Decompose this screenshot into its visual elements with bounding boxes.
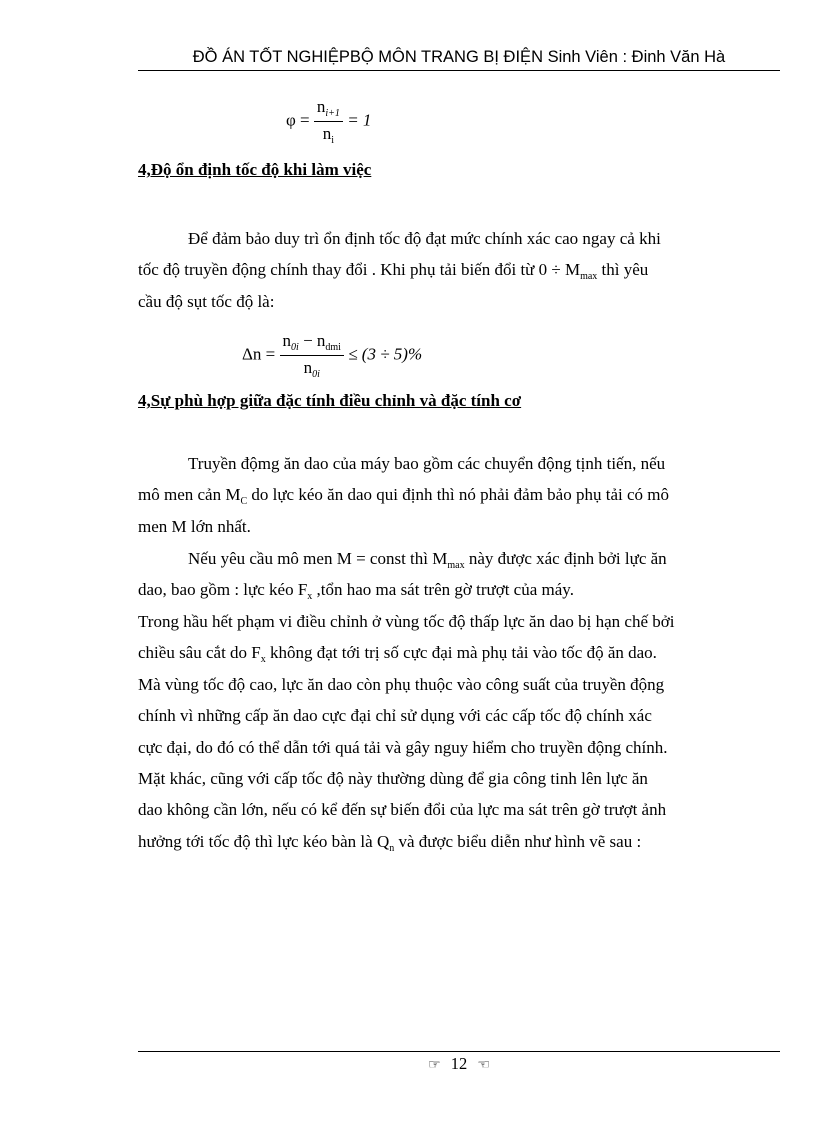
text-line: men M lớn nhất.	[138, 516, 251, 536]
section-heading-speed-stability: 4,Độ ổn định tốc độ khi làm việc	[138, 160, 372, 179]
page-header: ĐỒ ÁN TỐT NGHIỆPBỘ MÔN TRANG BỊ ĐIỆN Sinh Viên : Đinh Văn Hà	[192, 48, 726, 66]
text-line: Nếu yêu cầu mô men M = const thì $M_{max}$ này được xác định bởi lực ăn	[188, 549, 667, 571]
text-line: Truyền độmg ăn dao của máy bao gồm các chuyển động tịnh tiến, nếu	[188, 454, 666, 473]
formula-ratio	[286, 97, 371, 146]
text-line: chính vì những cấp ăn dao cực đại chỉ sử dụng với các cấp tốc độ chính xác	[138, 706, 652, 726]
subscript: n	[389, 842, 395, 854]
text-line: tốc độ truyền động chính thay đổi . Khi phụ tải biến đổi từ $0 \div M_{max}$ thì yêu	[138, 260, 649, 283]
formula-ratio-den: n	[322, 124, 332, 143]
formula-drop-lhs: Δn =	[242, 344, 276, 364]
formula-drop-rhs: ≤ (3 ÷ 5)%	[348, 344, 423, 364]
subscript: x	[260, 654, 266, 666]
subscript: C	[240, 496, 248, 508]
formula-ratio-rhs: = 1	[347, 110, 372, 130]
formula-drop-num-sub: 0i	[291, 342, 299, 353]
text-line: Mà vùng tốc độ cao, lực ăn dao còn phụ thuộc vào công suất của truyền động	[138, 674, 665, 694]
paragraph-regulation-range	[138, 606, 780, 857]
formula-ratio-fraction	[314, 97, 343, 146]
text-line: chiều sâu cắt do $F_x$ không đạt tới trị số cực đại mà phụ tải vào tốc độ ăn dao.	[138, 643, 657, 666]
subscript: max	[580, 271, 598, 283]
text-line: hưởng tới tốc độ thì lực kéo bàn là $Q_n$ và được biểu diễn như hình vẽ sau :	[138, 831, 642, 854]
page-number: 12	[450, 1054, 468, 1073]
formula-drop-fraction: $\frac{n_{0i} - n_{dmi}}{n_{0i}}$	[280, 331, 344, 380]
formula-ratio-num-sub: i+1	[325, 108, 340, 119]
header-rule	[138, 70, 780, 71]
text-line: dao không cần lớn, nếu có kể đến sự biến đổi của lực ma sát trên gờ trượt ảnh	[138, 800, 667, 820]
subscript: x	[307, 591, 313, 603]
formula-ratio-num: n	[316, 97, 326, 116]
text-line: dao, bao gồm : lực kéo $F_x$ ,tổn hao ma sát trên gờ trượt của máy.	[138, 580, 574, 603]
paragraph-moment	[138, 543, 780, 606]
text-line: mô men cản $M_C$ do lực kéo ăn dao qui định thì nó phải đảm bảo phụ tải có mô	[138, 485, 669, 508]
formula-drop-den-sub: 0i	[312, 369, 320, 380]
paragraph-speed-stability	[138, 223, 780, 317]
formula-ratio-den-sub: i	[331, 135, 335, 146]
subscript: max	[447, 560, 465, 571]
formula-ratio-lhs: φ =	[286, 110, 310, 130]
text-line: cầu độ sụt tốc độ là:	[138, 291, 275, 311]
footer-rule	[138, 1051, 780, 1052]
paragraph-feed-drive	[138, 448, 780, 542]
hand-left-icon: ☞	[428, 1058, 441, 1073]
formula-drop-num-sub2: dmi	[325, 342, 341, 353]
hand-right-icon: ☜	[477, 1058, 490, 1073]
formula-speed-drop	[242, 331, 422, 380]
page-footer	[138, 1054, 780, 1074]
text-line: cực đại, do đó có thể dẫn tới quá tải và gây nguy hiểm cho truyền động chính.	[138, 737, 668, 757]
section-heading-characteristics: 4,Sự phù hợp giữa đặc tính điều chỉnh và đặc tính cơ	[138, 391, 522, 410]
text-line: Để đảm bảo duy trì ổn định tốc độ đạt mức chính xác cao ngay cả khi	[188, 229, 661, 248]
text-line: Trong hầu hết phạm vi điều chỉnh ở vùng tốc độ thấp lực ăn dao bị hạn chế bởi	[138, 612, 675, 631]
text-line: Mặt khác, cũng với cấp tốc độ này thường dùng để gia công tinh lên lực ăn	[138, 768, 648, 788]
